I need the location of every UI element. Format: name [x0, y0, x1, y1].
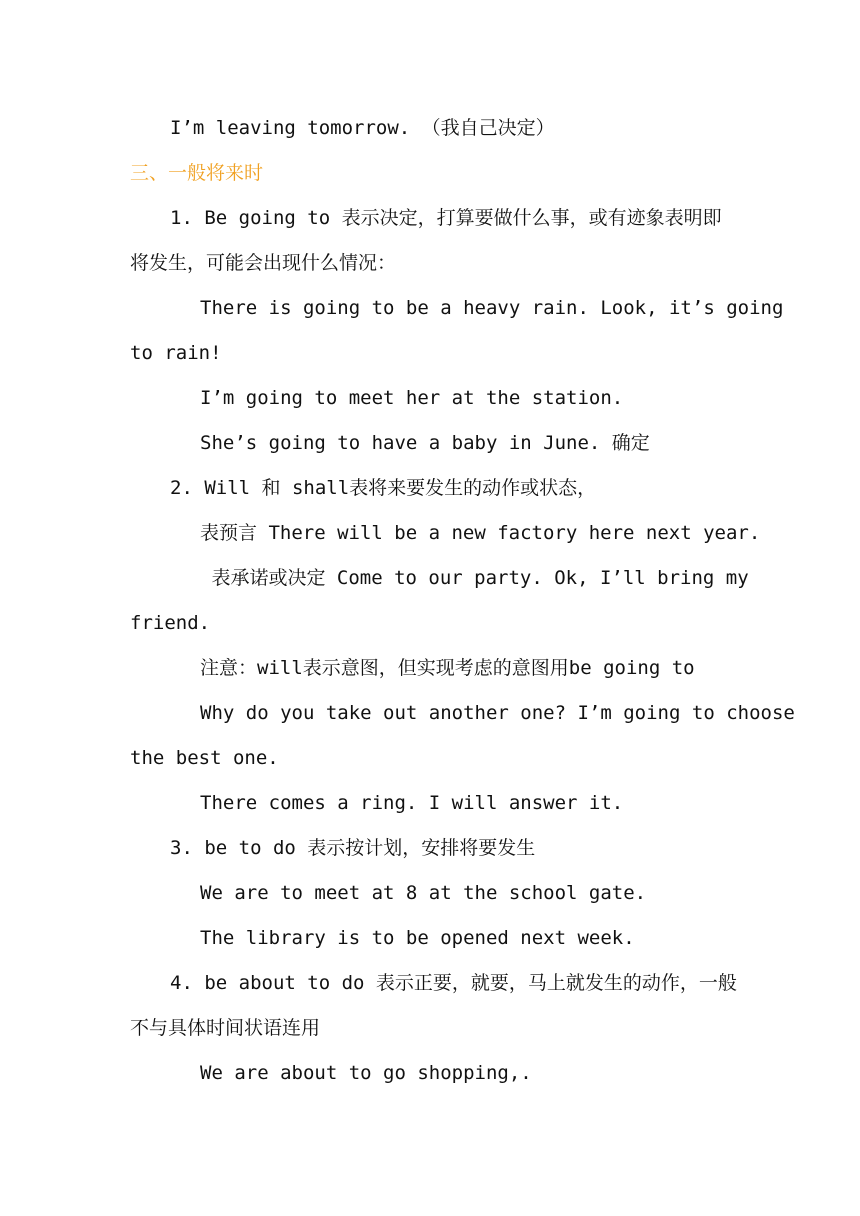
rule-be-about-to-do: 4. be about to do 表示正要，就要，马上就发生的动作，一般 [170, 972, 737, 994]
example-meet-station: I’m going to meet her at the station. [200, 387, 624, 409]
example-school-gate: We are to meet at 8 at the school gate. [200, 882, 647, 904]
rule-be-about-to-do-cont: 不与具体时间状语连用 [130, 1017, 321, 1039]
rule-be-to-do: 3. be to do 表示按计划，安排将要发生 [170, 837, 536, 859]
example-library: The library is to be opened next week. [200, 927, 635, 949]
example-prediction: 表预言 There will be a new factory here next year. [200, 522, 761, 544]
example-go-shopping: We are about to go shopping,. [200, 1062, 532, 1084]
example-choose-best-cont: the best one. [130, 747, 279, 769]
example-promise-cont: friend. [130, 612, 211, 634]
example-ring: There comes a ring. I will answer it. [200, 792, 624, 814]
example-choose-best: Why do you take out another one? I’m going to choose [200, 702, 795, 724]
rule-be-going-to: 1. Be going to 表示决定，打算要做什么事，或有迹象表明即 [170, 207, 722, 229]
note-will-intention: 注意：will表示意图，但实现考虑的意图用be going to [200, 657, 695, 679]
example-promise: 表承诺或决定 Come to our party. Ok, I’ll bring my [200, 567, 749, 589]
section-heading-future-tense: 三、一般将来时 [130, 162, 264, 184]
example-heavy-rain-cont: to rain! [130, 342, 222, 364]
example-leaving-tomorrow: I’m leaving tomorrow. （我自己决定） [170, 117, 555, 139]
example-baby-june: She’s going to have a baby in June. 确定 [200, 432, 650, 454]
rule-will-shall: 2. Will 和 shall表将来要发生的动作或状态， [170, 477, 597, 499]
example-heavy-rain: There is going to be a heavy rain. Look, it’s going [200, 297, 784, 319]
rule-be-going-to-cont: 将发生，可能会出现什么情况： [130, 252, 397, 274]
